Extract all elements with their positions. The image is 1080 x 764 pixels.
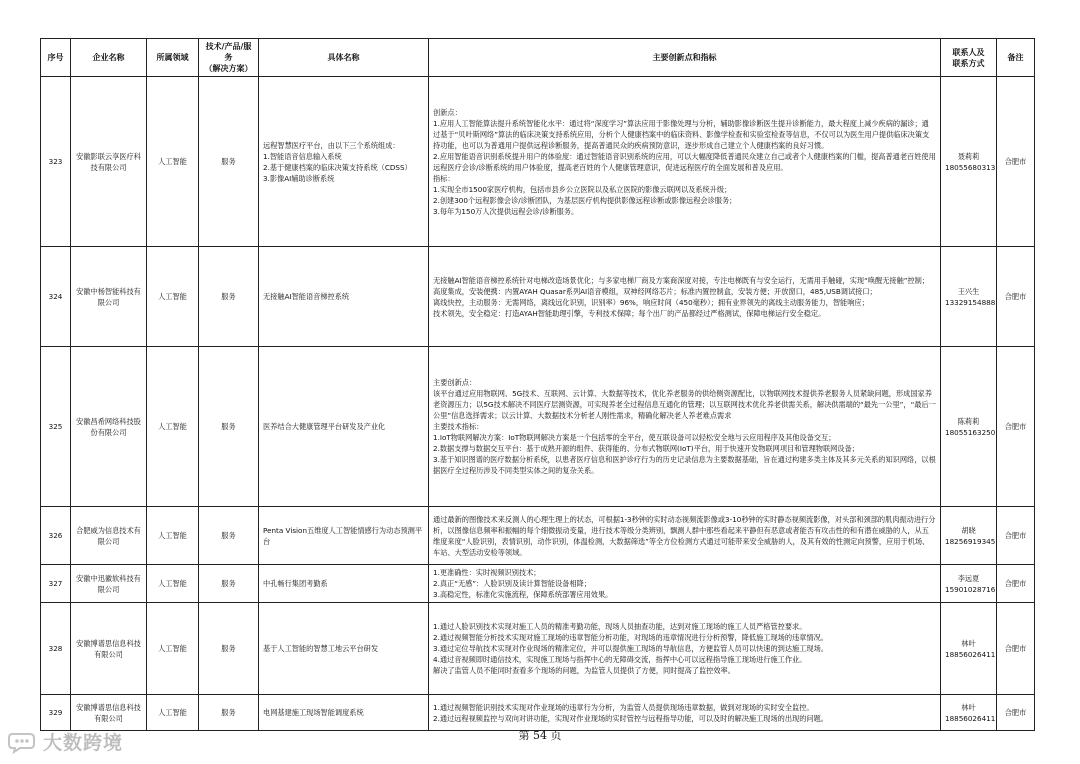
row-note: 合肥市 bbox=[997, 507, 1035, 565]
row-contact: 李远夏 15901028716 bbox=[941, 565, 997, 603]
row-field: 人工智能 bbox=[147, 603, 199, 695]
row-index: 323 bbox=[41, 77, 71, 247]
row-name: Penta Vision五维度人工智能情感行为动态预测平台 bbox=[259, 507, 429, 565]
row-index: 326 bbox=[41, 507, 71, 565]
row-field: 人工智能 bbox=[147, 507, 199, 565]
row-name: 基于人工智能的智慧工地云平台研发 bbox=[259, 603, 429, 695]
chat-bubble-logo-icon bbox=[8, 730, 38, 754]
row-index: 324 bbox=[41, 247, 71, 347]
header-name: 具体名称 bbox=[259, 39, 429, 77]
innovation-table bbox=[40, 38, 1035, 731]
row-innovation: 主要创新点： 该平台通过应用物联网、5G技术、互联网、云计算、大数据等技术，优化养老服务的供给侧资源配比，以物联网技术提供养老服务人员紧缺问题，形成国家养老资源压力；以5G技术解决不同医疗层测资源，可实现养老全过程信息互通化的管理；以互联网技术优化养老供需关系，解决供需端的“最先一公里”，“最后一公里”信息选择需求；以云计算、大数据技术分析老人刚性需求，精确化解决老人养老难点需求 主要技术指标： 1.IoT物联网解决方案：IoT物联网解决方案是一个包括零的全平台，使互联设备可以轻松安全地与云应用程序及其他设备交互； 2.数据支撑与数据交互平台：基于成熟开源的组件、获得能的、分布式物联网(IoT)平台，用于快速开发物联网项目和管理物联网设备； 3.基于知识图谱的医疗数据分析系统，以患者医疗信息和医护诊疗行为的历史记录信息为主要数据基础，旨在通过构建多类主体及其多元关系的知识网络，以根据医疗全过程历涉及不同类型实体之间的复杂关系。 bbox=[429, 347, 941, 507]
header-contact: 联系人及 联系方式 bbox=[941, 39, 997, 77]
row-company: 安徽影联云享医疗科技有限公司 bbox=[71, 77, 147, 247]
row-field: 人工智能 bbox=[147, 247, 199, 347]
row-name: 电网基建施工现场智能调度系统 bbox=[259, 695, 429, 731]
row-innovation: 1.更准确性：实时视频识别技术； 2.真正“无感”：人脸识别及读计算智能设备相降； 3.高稳定性，标准化实施流程，保障系统部署应用效果。 bbox=[429, 565, 941, 603]
watermark-text: 大数跨境 bbox=[43, 732, 124, 754]
row-index: 327 bbox=[41, 565, 71, 603]
page-number: 第 54 页 bbox=[518, 729, 562, 742]
row-name: 医养结合大健康管理平台研发及产业化 bbox=[259, 347, 429, 507]
header-index: 序号 bbox=[41, 39, 71, 77]
header-note: 备注 bbox=[997, 39, 1035, 77]
row-contact: 王兴生 13329154888 bbox=[941, 247, 997, 347]
row-note: 合肥市 bbox=[997, 565, 1035, 603]
row-field: 人工智能 bbox=[147, 565, 199, 603]
row-note: 合肥市 bbox=[997, 77, 1035, 247]
row-name: 无接触AI智能语音梯控系统 bbox=[259, 247, 429, 347]
row-innovation: 1.通过人脸识别技术实现对施工人员的精准考勤功能，现场人员抽查功能，达到对施工现场的施工人员严格管控要求。 2.通过视频智能分析技术实现对施工现场的违章智能分析功能，对现场的违章情况进行分析预警，降低施工现场的违章情况。 3.通过定位导航技术实现对作业现场的精准定位，并可以提供施工现场的导航信息，方便监管人员可以快速的到达施工现场。 4.通过音视频即时通信技术，实现施工现场与指挥中心的无障碍交流，指挥中心可以远程指导施工现场进行施工作业。 解决了监管人员不能同时查看多个现场的问题，为监管人员提供了方便，同时提高了监控效率。 bbox=[429, 603, 941, 695]
table-row bbox=[41, 77, 1035, 247]
row-name: 中孔畅行集团考勤系 bbox=[259, 565, 429, 603]
row-contact: 聂莉莉 18055680313 bbox=[941, 77, 997, 247]
row-contact: 陈莉莉 18055163250 bbox=[941, 347, 997, 507]
row-type: 服务 bbox=[199, 77, 259, 247]
table-header-row bbox=[41, 39, 1035, 77]
row-company: 合肥威为信息技术有限公司 bbox=[71, 507, 147, 565]
row-company: 安徽中迅徽软科技有限公司 bbox=[71, 565, 147, 603]
row-innovation: 创新点： 1.应用人工智能算法提升系统智能化水平：通过将“深度学习”算法应用于影像处理与分析，辅助影像诊断医生提升诊断能力，最大程度上减少疾病的漏诊；通过基于“贝叶斯网络”算法的临床决策支持系统应用，分析个人健康档案中的临床资料、影像学检查和实验室检查等信息，不仅可以为医生用户提供临床决策支持功能，也可以为普通用户提供远程诊断服务，提高普通民众的疾病预防意识，逐步形成自己建立个人健康档案的良好习惯。 2.应用智能语音识别系统提升用户的体验度：通过智能语音识别系统的应用，可以大幅度降低普通民众建立自己或者个人健康档案的门槛，提高普通老百姓使用远程医疗会诊/诊断系统的用户体验度，提高老百姓的个人健康管理意识，促进远程医疗的全面发展和普及应用。 指标： 1.实现全市1500家医疗机构，包括市县乡公立医院以及私立医院的影像云联网以及系统升级； 2.创建300个远程影像会诊/诊断团队，为基层医疗机构提供影像远程诊断或影像远程会诊服务； 3.每年为150万人次提供远程会诊/诊断服务。 bbox=[429, 77, 941, 247]
watermark bbox=[8, 728, 123, 755]
row-type: 服务 bbox=[199, 695, 259, 731]
row-note: 合肥市 bbox=[997, 247, 1035, 347]
table-row bbox=[41, 603, 1035, 695]
row-field: 人工智能 bbox=[147, 347, 199, 507]
row-note: 合肥市 bbox=[997, 695, 1035, 731]
header-field: 所属领域 bbox=[147, 39, 199, 77]
row-index: 325 bbox=[41, 347, 71, 507]
row-contact: 胡晓 18256919345 bbox=[941, 507, 997, 565]
table-row bbox=[41, 695, 1035, 731]
row-index: 329 bbox=[41, 695, 71, 731]
row-innovation: 通过最新的图像技术来反测人的心理生理上的状态，可根据1-3秒钟的实时动态视频流影像或3-10秒钟的实时静态视频流影像，对头部和颈部的肌肉振动进行分析，以图像信息频率和振幅的每个细微振动变量，进行技术等级分类辨别，飘测人群中那些看起来平静但有恶意或者能否有攻击性的和有潜在威胁的人，从五维度来度“人脸识别，表情识别，动作识别，体温检测，大数据筛选”等全方位检测方式通过可能带来安全威胁的人，及其有效的性测定向预警，应用于机场、车站、大型活动安检等领域。 bbox=[429, 507, 941, 565]
header-company: 企业名称 bbox=[71, 39, 147, 77]
row-contact: 林叶 18856026411 bbox=[941, 695, 997, 731]
row-type: 服务 bbox=[199, 347, 259, 507]
row-index: 328 bbox=[41, 603, 71, 695]
row-field: 人工智能 bbox=[147, 77, 199, 247]
table-row bbox=[41, 347, 1035, 507]
row-company: 安徽昌希网络科技股份有限公司 bbox=[71, 347, 147, 507]
row-type: 服务 bbox=[199, 603, 259, 695]
table-row bbox=[41, 565, 1035, 603]
header-innovation: 主要创新点和指标 bbox=[429, 39, 941, 77]
row-company: 安徽博谱思信息科技有限公司 bbox=[71, 603, 147, 695]
row-company: 安徽中杨智能科技有限公司 bbox=[71, 247, 147, 347]
table-row bbox=[41, 247, 1035, 347]
row-type: 服务 bbox=[199, 565, 259, 603]
row-innovation: 无接触AI智能语音梯控系统针对电梯改造场景优化；与多家电梯厂商及方案商深度对接，专注电梯既有与安全运行，无需用手触碰，实现“唤醒无接触”控制； 高度集成，安装便携：内置AYAH Quasar系列AI语音模组，双神经网络芯片；标准内置控制盒，安装方便；开放窗口，485,USB调试接口； 离线快控，主动服务：无需网络，离线远化识别，识别率）96%，响应时间（450毫秒）；拥有业界领先的离线主动服务能力，智能响应； 技术领先，安全稳定：打造AYAH智能助理引擎，专利技术保障；每个出厂的产品都经过严格测试，保障电梯运行安全稳定。 bbox=[429, 247, 941, 347]
row-field: 人工智能 bbox=[147, 695, 199, 731]
row-contact: 林叶 18856026411 bbox=[941, 603, 997, 695]
table-row bbox=[41, 507, 1035, 565]
row-innovation: 1.通过视频智能识别技术实现对作业现场的违章行为分析，为监管人员提供现场违章数据，做到对现场的实时安全监控。 2.通过远程视频监控与双向对讲功能，实现对作业现场的实时管控与远程指导功能，可以及时的解决施工现场的出现的问题。 bbox=[429, 695, 941, 731]
row-type: 服务 bbox=[199, 507, 259, 565]
row-note: 合肥市 bbox=[997, 347, 1035, 507]
row-type: 服务 bbox=[199, 247, 259, 347]
row-note: 合肥市 bbox=[997, 603, 1035, 695]
header-type: 技术/产品/服务 （解决方案） bbox=[199, 39, 259, 77]
row-name: 远程智慧医疗平台，由以下三个系统组成： 1.智能语音信息输入系统 2.基于健康档案的临床决策支持系统（CDSS） 3.影像AI辅助诊断系统 bbox=[259, 77, 429, 247]
row-company: 安徽博谱思信息科技有限公司 bbox=[71, 695, 147, 731]
